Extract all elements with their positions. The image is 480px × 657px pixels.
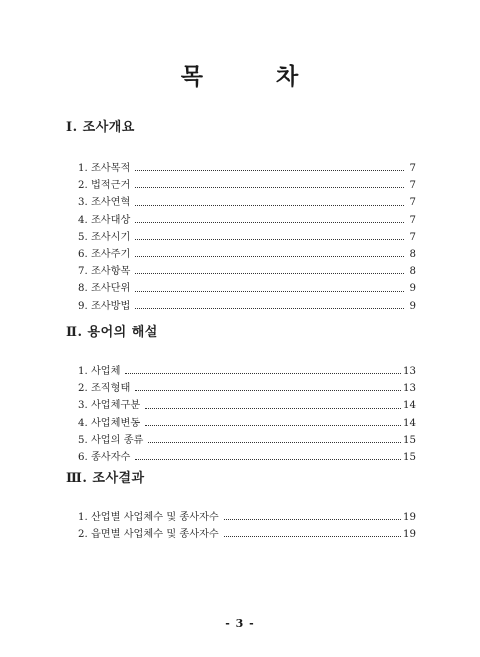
toc-entry-page: 19 (403, 529, 416, 541)
toc-entry-page: 15 (403, 451, 416, 463)
toc-entry[interactable] (66, 396, 416, 413)
toc-entry-page: 15 (403, 434, 416, 446)
toc-entry[interactable] (66, 176, 416, 193)
toc-entry-page: 9 (409, 300, 416, 312)
toc-entry-label: 1. 산업별 사업체수 및 종사자수 (78, 512, 219, 523)
toc-entry-page: 7 (409, 163, 416, 174)
toc-entry-label: 3. 사업체구분 (78, 400, 141, 412)
toc-section-1 (66, 116, 416, 314)
toc-entry-label: 4. 조사대상 (78, 214, 131, 226)
leader-dots (135, 390, 401, 391)
toc-entry-label: 5. 조사시기 (78, 231, 131, 243)
toc-entry-page: 9 (409, 283, 416, 295)
toc-entry-page: 7 (409, 214, 416, 226)
leader-dots (224, 536, 401, 537)
title-right-char: 차 (276, 63, 300, 90)
toc-entry[interactable] (66, 414, 416, 431)
toc-entry-label: 1. 조사목적 (78, 163, 131, 174)
leader-dots (135, 205, 404, 206)
toc-entry-page: 7 (409, 180, 416, 192)
page-title (0, 58, 480, 91)
toc-entry[interactable] (66, 508, 416, 525)
toc-entry[interactable] (66, 279, 416, 296)
toc-entry-label: 6. 조사주기 (78, 248, 131, 260)
toc-entry[interactable] (66, 228, 416, 245)
toc-entry[interactable] (66, 431, 416, 448)
leader-dots (145, 425, 401, 426)
toc-entry-page: 8 (409, 266, 416, 278)
section-heading: Ⅲ. 조사결과 (66, 471, 145, 486)
toc-entry[interactable] (66, 448, 416, 465)
toc-entry-page: 14 (403, 400, 416, 412)
toc-entry[interactable] (66, 379, 416, 396)
toc-entry-label: 5. 사업의 종류 (78, 434, 144, 446)
toc-entry[interactable] (66, 211, 416, 228)
page-number: - 3 - (225, 617, 255, 630)
toc-entry-page: 8 (409, 248, 416, 260)
toc-entry[interactable] (66, 362, 416, 379)
leader-dots (224, 519, 401, 520)
leader-dots (135, 459, 401, 460)
section-heading: Ⅰ. 조사개요 (66, 120, 135, 135)
toc-entry-label: 7. 조사항목 (78, 266, 131, 278)
toc-section-2 (66, 321, 416, 465)
toc-entry-label: 8. 조사단위 (78, 283, 131, 295)
leader-dots (135, 222, 404, 223)
leader-dots (145, 408, 401, 409)
toc-entry-page: 7 (409, 197, 416, 209)
leader-dots (135, 308, 404, 309)
toc-entry[interactable] (66, 297, 416, 314)
toc-entry-page: 14 (403, 417, 416, 429)
toc-entry-label: 1. 사업체 (78, 366, 121, 377)
section-heading: Ⅱ. 용어의 해설 (66, 325, 158, 340)
leader-dots (135, 256, 404, 257)
toc-entry[interactable] (66, 525, 416, 542)
toc-entry-label: 2. 읍면별 사업체수 및 종사자수 (78, 529, 219, 541)
leader-dots (148, 442, 401, 443)
toc-entry-page: 7 (409, 231, 416, 243)
leader-dots (135, 187, 404, 188)
leader-dots (125, 373, 401, 374)
toc-entry-label: 3. 조사연혁 (78, 197, 131, 209)
leader-dots (135, 170, 404, 171)
toc-entry-label: 4. 사업체변동 (78, 417, 141, 429)
toc-entry-page: 13 (403, 383, 416, 395)
toc-entry-page: 19 (403, 512, 416, 523)
toc-entry-label: 2. 조직형태 (78, 383, 131, 395)
toc-entry-page: 13 (403, 366, 416, 377)
leader-dots (135, 291, 404, 292)
leader-dots (135, 273, 404, 274)
toc-section-3 (66, 467, 416, 542)
toc-entry-label: 2. 법적근거 (78, 180, 131, 192)
leader-dots (135, 239, 404, 240)
toc-entry[interactable] (66, 159, 416, 176)
toc-entry[interactable] (66, 245, 416, 262)
toc-entry[interactable] (66, 193, 416, 210)
toc-entry-label: 6. 종사자수 (78, 451, 131, 463)
toc-entry[interactable] (66, 262, 416, 279)
title-left-char: 목 (180, 63, 204, 90)
toc-entry-label: 9. 조사방법 (78, 300, 131, 312)
